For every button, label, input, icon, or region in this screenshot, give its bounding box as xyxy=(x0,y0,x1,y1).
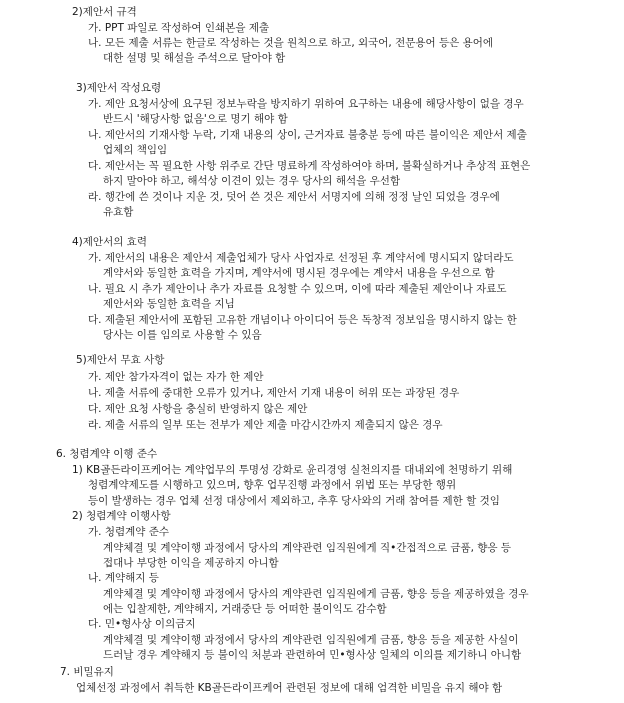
text-line: 계약체결 및 계약이행 과정에서 당사의 계약관련 임직원에게 직•간접적으로 금품, 향응 등 xyxy=(103,542,512,554)
text-line: 1) KB골든라이프케어는 계약업무의 투명성 강화로 윤리경영 실천의지를 대내외에 천명하기 위해 xyxy=(72,464,513,476)
text-line: 청렴계약제도를 시행하고 있으며, 향후 업무진행 과정에서 위법 또는 부당한 행위 xyxy=(88,479,457,491)
text-line: 대한 설명 및 해설을 주석으로 달아야 함 xyxy=(103,52,286,64)
text-line: 가. PPT 파일로 작성하여 인쇄본을 제출 xyxy=(88,22,270,34)
text-line: 나. 모든 제출 서류는 한글로 작성하는 것을 원칙으로 하고, 외국어, 전문용어 등은 용어에 xyxy=(88,37,494,49)
text-line: 3)제안서 작성요령 xyxy=(76,82,162,94)
text-line: 나. 계약해지 등 xyxy=(88,572,159,584)
text-line: 접대나 부당한 이익을 제공하지 아니함 xyxy=(103,557,279,569)
text-line: 계약체결 및 계약이행 과정에서 당사의 계약관련 임직원에게 금품, 향응 등을 제공한 사실이 xyxy=(103,634,519,646)
text-line: 나. 제출 서류에 중대한 오류가 있거나, 제안서 기재 내용이 허위 또는 과장된 경우 xyxy=(88,387,460,399)
text-line: 가. 제안서의 내용은 제안서 제출업체가 당사 사업자로 선정된 후 계약서에 명시되지 않더라도 xyxy=(88,252,514,264)
text-line: 6. 청렴계약 이행 준수 xyxy=(56,448,158,460)
text-line: 가. 청렴계약 준수 xyxy=(88,526,170,538)
text-line: 당사는 이를 임의로 사용할 수 있음 xyxy=(103,329,262,341)
text-line: 반드시 '해당사항 없음'으로 명기 해야 함 xyxy=(103,113,288,125)
text-line: 7. 비밀유지 xyxy=(60,666,114,678)
text-line: 다. 제출된 제안서에 포함된 고유한 개념이나 아이디어 등은 독창적 정보임을 명시하지 않는 한 xyxy=(88,314,517,326)
text-line: 드러날 경우 계약해지 등 불이익 처분과 관련하여 민•형사상 일체의 이의를 제기하니 아니함 xyxy=(103,649,522,661)
text-line: 업체선정 과정에서 취득한 KB골든라이프케어 관련된 정보에 대해 엄격한 비밀을 유지 해야 함 xyxy=(76,682,503,694)
text-line: 등이 발생하는 경우 업체 선정 대상에서 제외하고, 추후 당사와의 거래 참여를 제한 할 것임 xyxy=(88,495,500,507)
text-line: 나. 필요 시 추가 제안이나 추가 자료를 요청할 수 있으며, 이에 따라 제출된 제안이나 자료도 xyxy=(88,283,507,295)
text-line: 나. 제안서의 기재사항 누락, 기재 내용의 상이, 근거자료 불충분 등에 따른 불이익은 제안서 제출 xyxy=(88,129,527,141)
text-line: 에는 입찰제한, 계약해지, 거래중단 등 어떠한 불이익도 감수함 xyxy=(103,603,387,615)
text-line: 다. 제안서는 꼭 필요한 사항 위주로 간단 명료하게 작성하여야 하며, 불확실하거나 추상적 표현은 xyxy=(88,160,531,172)
text-line: 하지 말아야 하고, 해석상 이견이 있는 경우 당사의 해석을 우선함 xyxy=(103,175,401,187)
text-line: 제안서와 동일한 효력을 지님 xyxy=(103,298,235,310)
text-line: 가. 제안 요청서상에 요구된 정보누락을 방지하기 위하여 요구하는 내용에 해당사항이 없을 경우 xyxy=(88,98,524,110)
text-line: 2) 청렴계약 이행사항 xyxy=(72,510,171,522)
text-line: 4)제안서의 효력 xyxy=(72,236,147,248)
text-line: 라. 행간에 쓴 것이나 지운 것, 덧어 쓴 것은 제안서 서명지에 의해 정정 날인 되었을 경우에 xyxy=(88,191,500,203)
text-line: 업체의 책임임 xyxy=(103,144,168,156)
text-line: 계약서와 동일한 효력을 가지며, 계약서에 명시된 경우에는 계약서 내용을 우선으로 함 xyxy=(103,267,495,279)
text-line: 5)제안서 무효 사항 xyxy=(76,354,165,366)
text-line: 다. 제안 요청 사항을 충실히 반영하지 않은 제안 xyxy=(88,403,308,415)
text-line: 계약체결 및 계약이행 과정에서 당사의 계약관련 임직원에게 금품, 향응 등을 제공하였을 경우 xyxy=(103,588,529,600)
text-line: 다. 민•형사상 이의금지 xyxy=(88,618,196,630)
text-line: 라. 제출 서류의 일부 또는 전부가 제안 제출 마감시간까지 제출되지 않은 경우 xyxy=(88,419,443,431)
text-line: 유효함 xyxy=(103,206,134,218)
text-line: 가. 제안 참가자격이 없는 자가 한 제안 xyxy=(88,371,264,383)
text-line: 2)제안서 규격 xyxy=(72,6,137,18)
